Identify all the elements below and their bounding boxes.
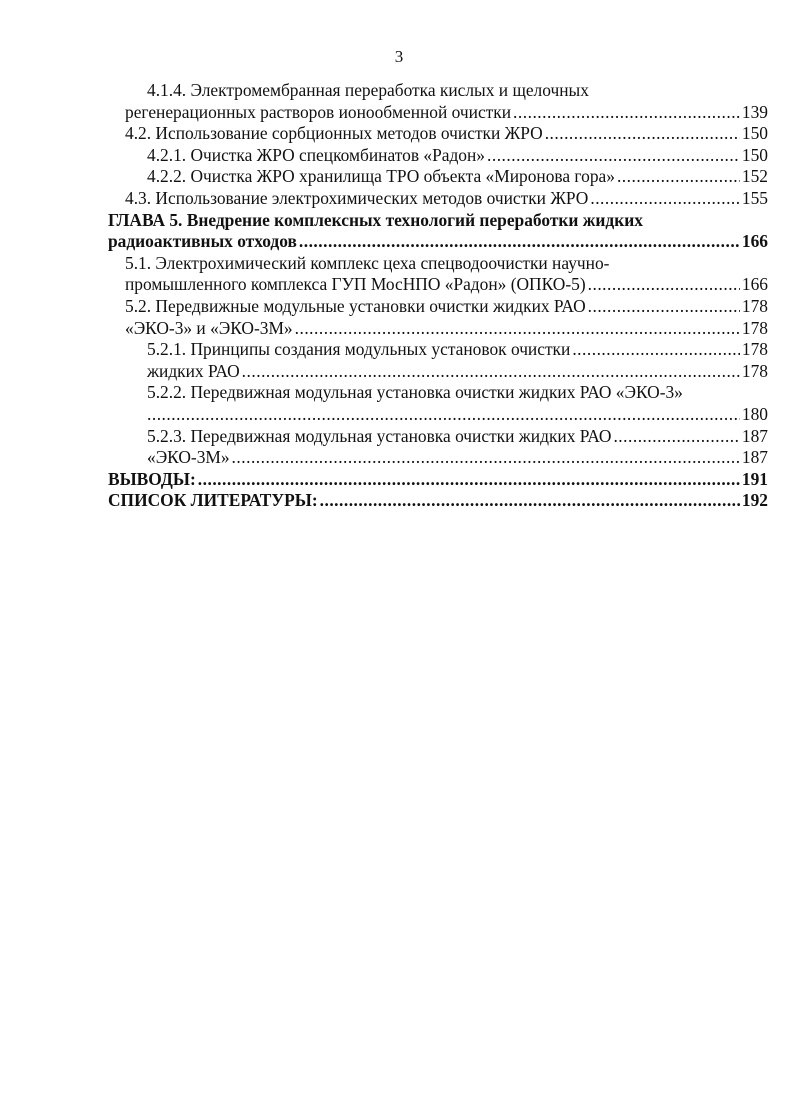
dot-leader <box>572 339 740 361</box>
toc-entry-4-1-4-line2 <box>108 102 768 124</box>
toc-page-number: 187 <box>741 447 768 468</box>
dot-leader <box>232 447 740 469</box>
toc-entry-5-2-3-line1 <box>108 426 768 448</box>
toc-entry-4-3 <box>108 188 768 210</box>
dot-leader <box>299 231 740 253</box>
toc-page-number: 178 <box>741 360 768 381</box>
toc-page-number: 166 <box>741 231 768 252</box>
toc-entry-text: 5.2. Передвижные модульные установки очистки жидких РАО <box>125 295 586 316</box>
toc-entry-4-1-4-line1 <box>108 80 768 102</box>
dot-leader <box>198 469 740 491</box>
toc-page-number: 178 <box>741 295 768 316</box>
dot-leader <box>242 361 740 383</box>
toc-entry-4-2-2 <box>108 166 768 188</box>
dot-leader <box>545 123 740 145</box>
toc-entry-text: регенерационных растворов ионообменной очистки <box>125 101 512 122</box>
toc-entry-5-2-1-line1 <box>108 339 768 361</box>
toc-entry-text: 4.2.1. Очистка ЖРО спецкомбинатов «Радон» <box>147 144 486 165</box>
toc-page-number: 178 <box>741 339 768 360</box>
toc-page-number: 152 <box>741 166 768 187</box>
toc-entry-5-2-2-line2 <box>108 404 768 426</box>
toc-chapter-5-line1 <box>108 210 768 232</box>
table-of-contents <box>108 80 768 512</box>
toc-chapter-text: ВЫВОДЫ: <box>108 468 196 489</box>
dot-leader <box>295 318 740 340</box>
toc-page-number: 180 <box>741 403 768 424</box>
toc-entry-text: 4.1.4. Электромембранная переработка кислых и щелочных <box>147 80 589 100</box>
toc-page-number: 150 <box>741 144 768 165</box>
toc-entry-5-2-1-line2 <box>108 361 768 383</box>
toc-entry-4-2 <box>108 123 768 145</box>
toc-entry-text: «ЭКО-3М» <box>147 447 230 468</box>
toc-entry-text: 4.2.2. Очистка ЖРО хранилища ТРО объекта «Миронова гора» <box>147 166 615 187</box>
page-number: 3 <box>394 47 404 66</box>
toc-entry-text: жидких РАО <box>147 360 240 381</box>
toc-page-number: 155 <box>741 187 768 208</box>
dot-leader <box>613 426 739 448</box>
toc-entry-5-1-line1 <box>108 253 768 275</box>
toc-chapter-text: радиоактивных отходов <box>108 231 297 252</box>
toc-page-number: 150 <box>741 123 768 144</box>
toc-chapter-text: СПИСОК ЛИТЕРАТУРЫ: <box>108 490 318 511</box>
dot-leader <box>588 296 740 318</box>
toc-page-number: 187 <box>741 425 768 446</box>
toc-page-number: 192 <box>741 490 768 511</box>
toc-entry-text: промышленного комплекса ГУП МосНПО «Радон» (ОПКО-5) <box>125 274 586 295</box>
dot-leader <box>320 490 740 512</box>
dot-leader <box>617 166 740 188</box>
toc-entry-text: 5.1. Электрохимический комплекс цеха спецводоочистки научно- <box>125 252 610 273</box>
toc-entry-5-2-line2 <box>108 318 768 340</box>
toc-entry-text: «ЭКО-3» и «ЭКО-3М» <box>125 317 293 338</box>
toc-entry-text: 5.2.3. Передвижная модульная установка очистки жидких РАО <box>147 425 612 446</box>
toc-chapter-5-line2 <box>108 231 768 253</box>
toc-entry-4-2-1 <box>108 145 768 167</box>
toc-entry-text: 5.2.1. Принципы создания модульных установок очистки <box>147 339 571 360</box>
toc-entry-5-2-2-line1 <box>108 382 768 404</box>
toc-entry-text: 5.2.2. Передвижная модульная установка очистки жидких РАО «ЭКО-3» <box>147 382 683 403</box>
dot-leader <box>147 404 740 426</box>
toc-entry-text: 4.3. Использование электрохимических методов очистки ЖРО <box>125 187 589 208</box>
toc-entry-5-2-line1 <box>108 296 768 318</box>
toc-references <box>108 490 768 512</box>
dot-leader <box>513 102 740 124</box>
dot-leader <box>588 274 740 296</box>
toc-chapter-text: ГЛАВА 5. Внедрение комплексных технологий переработки жидких <box>108 209 643 230</box>
toc-entry-5-2-3-line2 <box>108 447 768 469</box>
toc-entry-5-1-line2 <box>108 274 768 296</box>
toc-conclusions <box>108 469 768 491</box>
toc-page-number: 166 <box>741 274 768 295</box>
toc-entry-text: 4.2. Использование сорбционных методов очистки ЖРО <box>125 123 543 144</box>
toc-page-number: 139 <box>741 101 768 122</box>
toc-page-number: 178 <box>741 317 768 338</box>
toc-page-number: 191 <box>741 468 768 489</box>
dot-leader <box>487 145 740 167</box>
dot-leader <box>590 188 740 210</box>
